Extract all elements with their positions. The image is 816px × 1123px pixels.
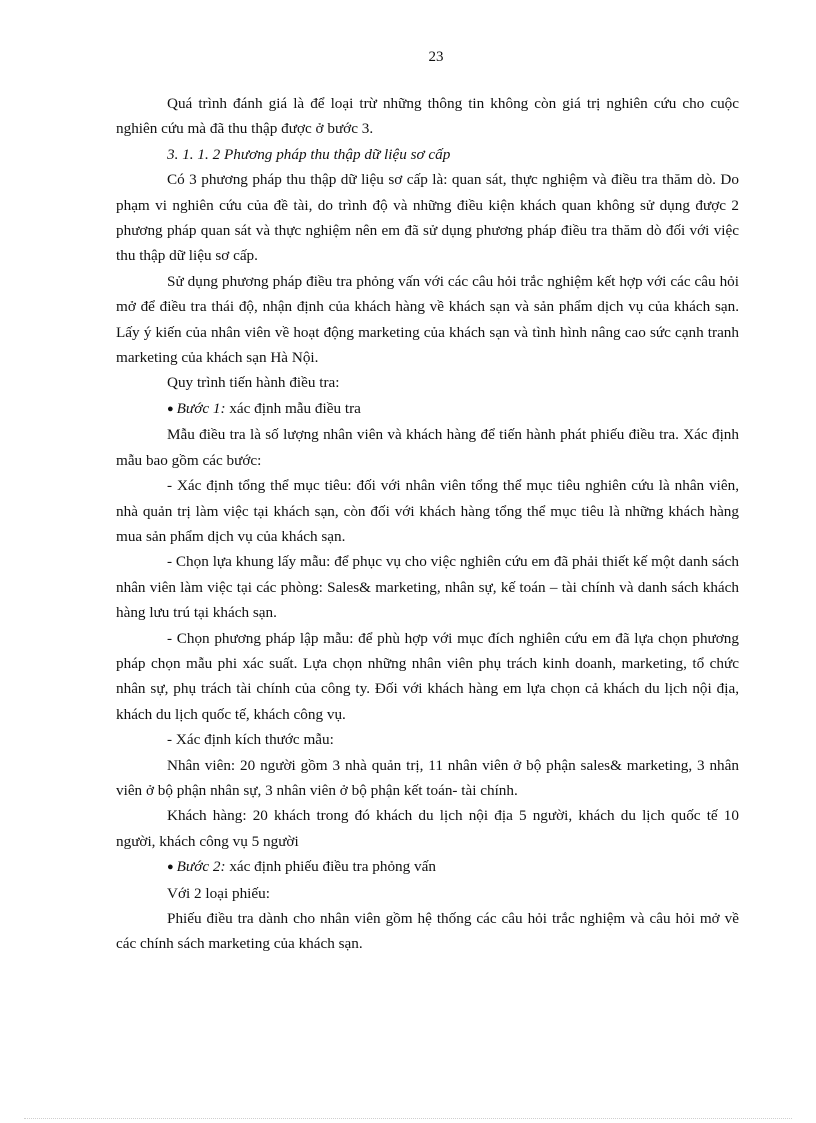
page-bottom-divider [24, 1118, 792, 1119]
paragraph-procedure: Quy trình tiến hành điều tra: [167, 374, 340, 392]
paragraph-sampling-method: - Chọn phương pháp lập mẫu: để phù hợp với mục đích nghiên cứu em đã lựa chọn phương pháp chọn mẫu phi xác suất. Lựa chọn những nhân viên phụ trách kinh doanh, marketing, tổ chức nhân sự, phụ trách tài chính của công ty. Đối với khách hàng em lựa chọn cả khách du lịch nội địa, khách du lịch quốc tế, khách công vụ. [116, 629, 739, 723]
step-1-line [116, 396, 739, 422]
bullet-icon: ● [167, 861, 174, 874]
step-1-label: Bước 1: [176, 399, 226, 417]
paragraph-sample: Mẫu điều tra là số lượng nhân viên và khách hàng để tiến hành phát phiếu điều tra. Xác định mẫu bao gồm các bước: [116, 426, 739, 469]
paragraph-evaluation: Quá trình đánh giá là để loại trừ những thông tin không còn giá trị nghiên cứu cho cuộc nghiên cứu mà đã thu thập được ở bước 3. [116, 95, 739, 138]
step-1-text: xác định mẫu điều tra [225, 399, 361, 417]
paragraph-customers: Khách hàng: 20 khách trong đó khách du lịch nội địa 5 người, khách du lịch quốc tế 10 người, khách công vụ 5 người [116, 807, 739, 850]
paragraph-sample-size: - Xác định kích thước mẫu: [167, 731, 334, 749]
paragraph-interview: Sử dụng phương pháp điều tra phỏng vấn với các câu hỏi trắc nghiệm kết hợp với các câu hỏi mở để điều tra thái độ, nhận định của khách hàng về khách sạn và sản phẩm dịch vụ của khách sạn. Lấy ý kiến của nhân viên về hoạt động marketing của khách sạn và tình hình nâng cao sức cạnh tranh marketing của khách sạn Hà Nội. [116, 272, 739, 367]
paragraph-two-forms: Với 2 loại phiếu: [167, 884, 270, 902]
document-body [116, 91, 739, 957]
section-heading: 3. 1. 1. 2 Phương pháp thu thập dữ liệu sơ cấp [167, 145, 451, 163]
paragraph-sampling-frame: - Chọn lựa khung lấy mẫu: để phục vụ cho việc nghiên cứu em đã phải thiết kế một danh sách nhân viên làm việc tại các phòng: Sales& marketing, nhân sự, kế toán – tài chính và danh sách khách hàng lưu trú tại khách sạn. [116, 553, 739, 622]
step-2-text: xác định phiếu điều tra phỏng vấn [225, 858, 436, 876]
paragraph-methods: Có 3 phương pháp thu thập dữ liệu sơ cấp là: quan sát, thực nghiệm và điều tra thăm dò. Do phạm vi nghiên cứu của đề tài, do trình độ và những điều kiện khách quan không sử dụng được 2 phương pháp quan sát và thực nghiệm nên em đã sử dụng phương pháp điều tra thăm dò đối với việc thu thập dữ liệu sơ cấp. [116, 171, 739, 265]
step-2-line [116, 854, 739, 880]
paragraph-staff-form: Phiếu điều tra dành cho nhân viên gồm hệ thống các câu hỏi trắc nghiệm và câu hỏi mở về các chính sách marketing của khách sạn. [116, 910, 739, 953]
bullet-icon: ● [167, 402, 174, 415]
paragraph-staff: Nhân viên: 20 người gồm 3 nhà quản trị, 11 nhân viên ở bộ phận sales& marketing, 3 nhân viên ở bộ phận nhân sự, 3 nhân viên ở bộ phận kết toán- tài chính. [116, 756, 739, 799]
page-number: 23 [428, 49, 444, 65]
paragraph-target-population: - Xác định tổng thể mục tiêu: đối với nhân viên tổng thể mục tiêu nghiên cứu là nhân viên, nhà quản trị làm việc tại khách sạn, còn đối với khách hàng tổng thể mục tiêu là những khách hàng mua sản phẩm dịch vụ của khách sạn. [116, 477, 739, 545]
step-2-label: Bước 2: [176, 858, 226, 876]
